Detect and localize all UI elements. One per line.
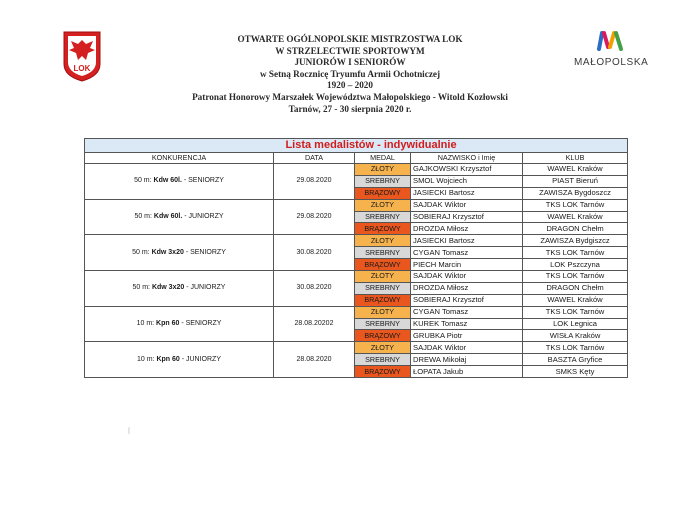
malopolska-brand-text: MAŁOPOLSKA — [574, 57, 649, 68]
competition-category: - JUNIORZY — [182, 213, 224, 220]
competition-discipline: Kdw 60l. — [153, 177, 182, 185]
date-cell: 30.08.2020 — [274, 271, 355, 307]
club-name: TKS LOK Tarnów — [523, 271, 628, 283]
competition-category: - SENIORZY — [183, 248, 226, 256]
medal-silver: SREBRNY — [355, 211, 411, 223]
lok-logo-text: LOK — [73, 64, 91, 73]
competition-cell — [85, 306, 274, 342]
medal-silver: SREBRNY — [355, 175, 411, 187]
athlete-name: ŁOPATA Jakub — [411, 366, 523, 378]
competition-distance: 50 m: — [134, 213, 154, 220]
club-name: WAWEL Kraków — [523, 211, 628, 223]
medal-silver: SREBRNY — [355, 318, 411, 330]
club-name: LOK Pszczyna — [523, 259, 628, 271]
medal-bronze: BRĄZOWY — [355, 259, 411, 271]
medal-gold: ZŁOTY — [355, 271, 411, 283]
header-line: OTWARTE OGÓLNOPOLSKIE MISTRZOSTWA LOK — [237, 34, 463, 44]
table-title: Lista medalistów - indywidualnie — [85, 139, 628, 153]
lok-eagle-icon — [62, 30, 102, 82]
medal-gold: ZŁOTY — [355, 342, 411, 354]
club-name: PIAST Bieruń — [523, 175, 628, 187]
athlete-name: KUREK Tomasz — [411, 318, 523, 330]
athlete-name: SMOL Wojciech — [411, 175, 523, 187]
lok-logo — [62, 30, 102, 82]
header-competition: KONKURENCJA — [85, 153, 274, 164]
competition-distance: 10 m: — [136, 320, 157, 328]
table-row — [85, 306, 628, 318]
table-row — [85, 271, 628, 283]
competition-discipline: Kpn 60 — [156, 320, 180, 328]
competition-discipline: Kdw 3x20 — [151, 248, 184, 256]
club-name: WISŁA Kraków — [523, 330, 628, 342]
header-line: JUNIORÓW I SENIORÓW — [294, 57, 406, 68]
club-name: TKS LOK Tarnów — [523, 306, 628, 318]
header-line: 1920 – 2020 — [327, 80, 373, 91]
club-name: BASZTA Gryfice — [523, 354, 628, 366]
scan-mark: ⌈ — [128, 428, 131, 435]
medal-silver: SREBRNY — [355, 354, 411, 366]
athlete-name: SAJDAK Wiktor — [411, 271, 523, 283]
club-name: DRAGON Chełm — [523, 282, 628, 294]
date-cell: 30.08.2020 — [274, 235, 355, 271]
athlete-name: JASIECKI Bartosz — [411, 187, 523, 199]
table-body — [85, 164, 628, 378]
medal-bronze: BRĄZOWY — [355, 294, 411, 306]
athlete-name: DROZDA Miłosz — [411, 223, 523, 235]
header-line: Tarnów, 27 - 30 sierpnia 2020 r. — [288, 103, 412, 114]
athlete-name: JASIECKI Bartosz — [411, 235, 523, 247]
competition-discipline: Kdw 60l. — [153, 213, 183, 220]
medal-bronze: BRĄZOWY — [355, 187, 411, 199]
athlete-name: CYGAN Tomasz — [411, 306, 523, 318]
athlete-name: SAJDAK Wiktor — [411, 199, 523, 211]
club-name: ZAWISZA Bydgiszcz — [523, 235, 628, 247]
table-row — [85, 235, 628, 247]
medalists-table — [84, 138, 628, 378]
table-header-row — [85, 153, 628, 164]
competition-cell — [85, 164, 274, 200]
date-cell: 28.08.2020 — [274, 342, 355, 378]
date-cell: 29.08.2020 — [274, 199, 355, 235]
competition-discipline: Kdw 3x20 — [151, 284, 185, 292]
competition-cell — [85, 271, 274, 307]
medal-silver: SREBRNY — [355, 282, 411, 294]
athlete-name: DREWA Mikołaj — [411, 354, 523, 366]
athlete-name: CYGAN Tomasz — [411, 247, 523, 259]
table-row — [85, 199, 628, 211]
competition-cell — [85, 235, 274, 271]
date-cell: 29.08.2020 — [274, 164, 355, 200]
club-name: TKS LOK Tarnów — [523, 342, 628, 354]
medal-gold: ZŁOTY — [355, 235, 411, 247]
competition-cell — [85, 342, 274, 378]
header-medal: MEDAL — [355, 153, 411, 164]
club-name: TKS LOK Tarnów — [523, 199, 628, 211]
athlete-name: GRUBKA Piotr — [411, 330, 523, 342]
athlete-name: GAJKOWSKI Krzysztof — [411, 164, 523, 176]
club-name: LOK Legnica — [523, 318, 628, 330]
medal-silver: SREBRNY — [355, 247, 411, 259]
table-row — [85, 342, 628, 354]
medal-bronze: BRĄZOWY — [355, 366, 411, 378]
competition-category: - JUNIORZY — [184, 284, 226, 292]
header-date: DATA — [274, 153, 355, 164]
competition-category: - SENIORZY — [181, 177, 224, 185]
header-line: Patronat Honorowy Marszałek Województwa Małopolskiego - Witold Kozłowski — [192, 91, 508, 102]
athlete-name: PIECH Marcin — [411, 259, 523, 271]
competition-distance: 50 m: — [132, 284, 152, 292]
document-header — [150, 34, 550, 115]
malopolska-logo — [574, 29, 654, 68]
medal-bronze: BRĄZOWY — [355, 223, 411, 235]
athlete-name: DROZDA Miłosz — [411, 282, 523, 294]
club-name: ZAWISZA Bygdoszcz — [523, 187, 628, 199]
competition-cell — [85, 199, 274, 235]
header-club: KLUB — [523, 153, 628, 164]
competition-discipline: Kpn 60 — [156, 355, 180, 363]
header-line: W STRZELECTWIE SPORTOWYM — [275, 45, 425, 56]
competition-distance: 10 m: — [136, 355, 157, 363]
date-cell: 28.08.20202 — [274, 306, 355, 342]
club-name: DRAGON Chełm — [523, 223, 628, 235]
medal-gold: ZŁOTY — [355, 164, 411, 176]
medal-gold: ZŁOTY — [355, 199, 411, 211]
header-name: NAZWISKO i Imię — [411, 153, 523, 164]
malopolska-m-icon — [596, 29, 626, 51]
athlete-name: SOBIERAJ Krzysztof — [411, 294, 523, 306]
club-name: WAWEL Kraków — [523, 294, 628, 306]
competition-category: - JUNIORZY — [179, 355, 222, 363]
medal-gold: ZŁOTY — [355, 306, 411, 318]
competition-distance: 50 m: — [132, 248, 152, 256]
club-name: TKS LOK Tarnów — [523, 247, 628, 259]
table-row — [85, 164, 628, 176]
athlete-name: SOBIERAJ Krzysztof — [411, 211, 523, 223]
header-line: w Setną Rocznicę Tryumfu Armii Ochotniczej — [259, 68, 441, 79]
club-name: SMKS Kęty — [523, 366, 628, 378]
competition-distance: 50 m: — [134, 177, 154, 185]
athlete-name: SAJDAK Wiktor — [411, 342, 523, 354]
competition-category: - SENIORZY — [179, 320, 222, 328]
medal-bronze: BRĄZOWY — [355, 330, 411, 342]
club-name: WAWEL Kraków — [523, 164, 628, 176]
